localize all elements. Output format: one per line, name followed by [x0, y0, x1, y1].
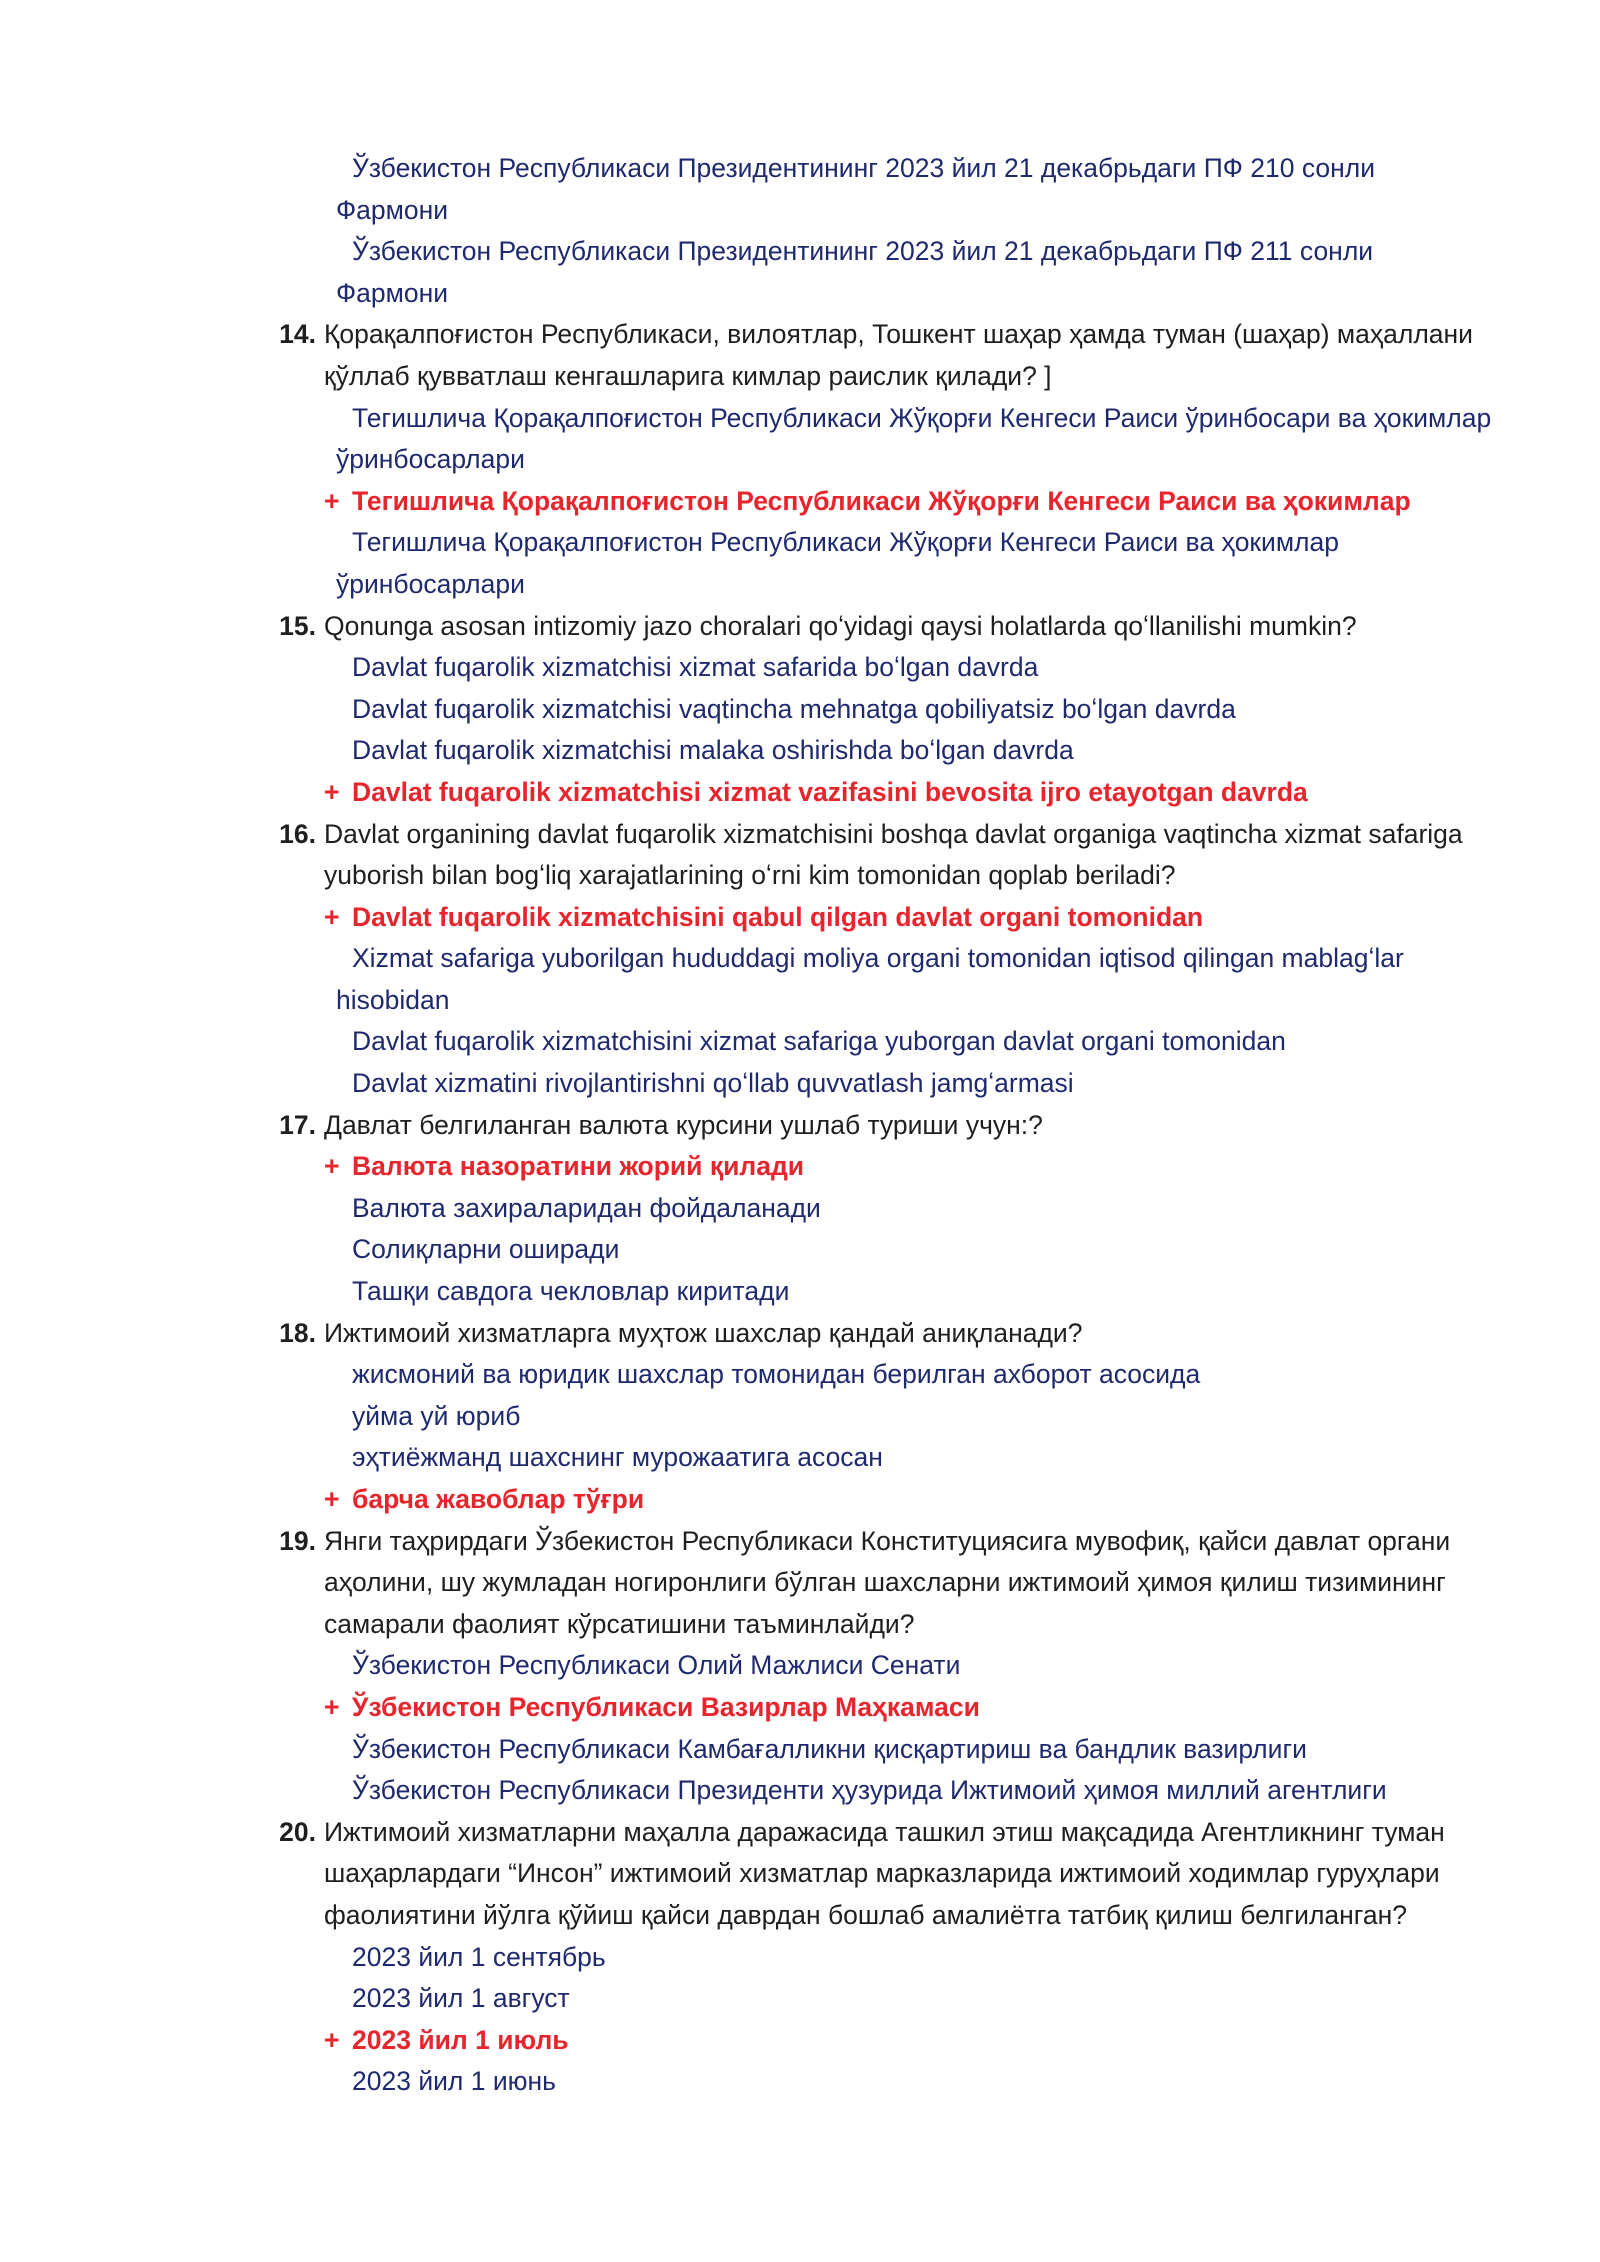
answer-option: Ўзбекистон Республикаси Президенти ҳузурида Ижтимоий ҳимоя миллий агентлиги	[352, 1775, 1387, 1806]
correct-marker: +	[324, 485, 340, 516]
quiz-content	[272, 148, 1492, 2103]
correct-answer-option: + Davlat fuqarolik xizmatchisi xizmat vazifasini bevosita ijro etayotgan davrda	[272, 772, 1492, 814]
question-15	[272, 606, 1492, 814]
correct-marker: +	[324, 1151, 340, 1182]
prev-question-answers	[272, 148, 1492, 314]
answer-option: Ўзбекистон Республикаси Олий Мажлиси Сенати	[352, 1650, 961, 1681]
answer-option: Davlat fuqarolik xizmatchisini xizmat safariga yuborgan davlat organi tomonidan	[352, 1026, 1286, 1057]
correct-answer-option: + 2023 йил 1 июль	[272, 2020, 1492, 2062]
correct-answer-option: + Тегишлича Қорақалпоғистон Республикаси Жўқорғи Кенгеси Раиси ва ҳокимлар	[272, 481, 1492, 523]
answer-option: Тегишлича Қорақалпоғистон Республикаси Жўқорғи Кенгеси Раиси ва ҳокимлар ўринбосарлари	[336, 527, 1339, 599]
answer-option: Тегишлича Қорақалпоғистон Республикаси Жўқорғи Кенгеси Раиси ўринбосари ва ҳокимлар ўринбосарлари	[336, 402, 1492, 475]
correct-answer-option: + Davlat fuqarolik xizmatchisini qabul qilgan davlat organi tomonidan	[272, 897, 1492, 939]
correct-answer-option: + барча жавоблар тўғри	[272, 1479, 1492, 1521]
question-text: 14. Қорақалпоғистон Республикаси, вилоятлар, Тошкент шаҳар ҳамда туман (шаҳар) маҳаллани қўллаб қувватлаш кенгашларига кимлар раислик қилади? ]	[272, 314, 1492, 397]
correct-marker: +	[324, 1691, 340, 1722]
question-17	[272, 1105, 1492, 1313]
answer-option: Davlat xizmatini rivojlantirishni qoʻllab quvvatlash jamgʻarmasi	[352, 1068, 1074, 1099]
answer-option: Валюта захираларидан фойдаланади	[352, 1192, 821, 1223]
question-14	[272, 314, 1492, 605]
answer-option: Ўзбекистон Республикаси Президентининг 2023 йил 21 декабрьдаги ПФ 211 сонли Фармони	[336, 236, 1374, 308]
correct-answer-option: + Валюта назоратини жорий қилади	[272, 1146, 1492, 1188]
answer-option: Ўзбекистон Республикаси Президентининг 2023 йил 21 декабрьдаги ПФ 210 сонли Фармони	[336, 153, 1376, 225]
correct-answer-option: + Ўзбекистон Республикаси Вазирлар Маҳкамаси	[272, 1687, 1492, 1729]
answer-option: Xizmat safariga yuborilgan hududdagi moliya organi tomonidan iqtisod qilingan mablagʻlar hisobidan	[336, 943, 1404, 1015]
question-number: 16.	[279, 818, 316, 849]
question-text: 20. Ижтимоий хизматларни маҳалла даражасида ташкил этиш мақсадида Агентликнинг туман шаҳарлардаги “Инсон” ижтимоий хизматлар марказларида ижтимоий ходимлар гуруҳлари фаолиятини йўлга қўйиш қайси даврдан бошлаб амалиётга татбиқ қилиш белгиланган?	[272, 1812, 1492, 1937]
question-text: 19. Янги таҳрирдаги Ўзбекистон Республикаси Конституциясига мувофиқ, қайси давлат органи аҳолини, шу жумладан ногиронлиги бўлган шахсларни ижтимоий ҳимоя қилиш тизимининг самарали фаолият кўрсатишини таъминлайди?	[272, 1521, 1492, 1646]
question-number: 19.	[279, 1525, 316, 1556]
answer-option: 2023 йил 1 июнь	[352, 2066, 556, 2097]
answer-option: Davlat fuqarolik xizmatchisi vaqtincha mehnatga qobiliyatsiz boʻlgan davrda	[352, 693, 1236, 724]
correct-marker: +	[324, 2024, 340, 2055]
question-18	[272, 1313, 1492, 1521]
answer-option: эҳтиёжманд шахснинг мурожаатига асосан	[352, 1442, 883, 1473]
question-number: 20.	[279, 1816, 316, 1847]
question-text: 17. Давлат белгиланган валюта курсини ушлаб туриши учун:?	[272, 1105, 1492, 1147]
answer-option: Davlat fuqarolik xizmatchisi malaka oshirishda boʻlgan davrda	[352, 735, 1074, 766]
question-19	[272, 1521, 1492, 1812]
question-number: 14.	[279, 319, 316, 350]
correct-marker: +	[324, 901, 340, 932]
question-text: 16. Davlat organining davlat fuqarolik xizmatchisini boshqa davlat organiga vaqtincha xizmat safariga yuborish bilan bogʻliq xarajatlarining oʻrni kim tomonidan qoplab beriladi?	[272, 814, 1492, 897]
answer-option: 2023 йил 1 август	[352, 1983, 570, 2014]
question-number: 18.	[279, 1317, 316, 1348]
question-20	[272, 1812, 1492, 2103]
answer-option: Davlat fuqarolik xizmatchisi xizmat safarida boʻlgan davrda	[352, 652, 1039, 683]
question-text: 18. Ижтимоий хизматларга муҳтож шахслар қандай аниқланади?	[272, 1313, 1492, 1355]
answer-option: Ўзбекистон Республикаси Камбағалликни қисқартириш ва бандлик вазирлиги	[352, 1733, 1307, 1764]
correct-marker: +	[324, 1484, 340, 1514]
answer-option: уйма уй юриб	[352, 1400, 521, 1431]
question-number: 17.	[279, 1109, 316, 1140]
question-16	[272, 814, 1492, 1105]
answer-option: 2023 йил 1 сентябрь	[352, 1941, 606, 1972]
question-text: 15. Qonunga asosan intizomiy jazo choralari qoʻyidagi qaysi holatlarda qoʻllanilishi mumkin?	[272, 606, 1492, 648]
answer-option: жисмоний ва юридик шахслар томонидан берилган ахборот асосида	[352, 1359, 1201, 1390]
question-number: 15.	[279, 610, 316, 641]
answer-option: Солиқларни оширади	[352, 1234, 620, 1265]
answer-option: Ташқи савдога чекловлар киритади	[352, 1276, 790, 1307]
correct-marker: +	[324, 776, 340, 807]
